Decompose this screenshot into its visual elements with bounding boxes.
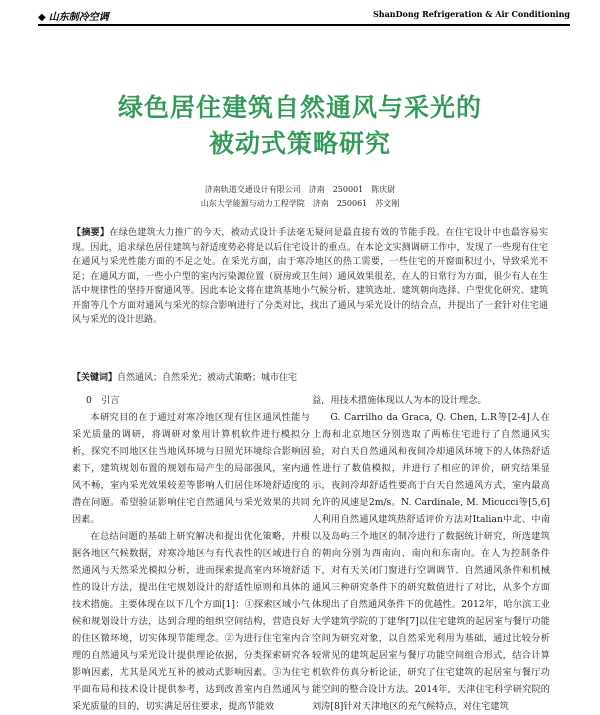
abstract-label: 【摘要】 (72, 228, 110, 238)
body-column-right (312, 392, 550, 715)
author-affiliation-2: 山东大学能源与动力工程学院 济南 250061 苏文刚 (200, 199, 400, 208)
author-affiliation-1: 济南轨道交通设计有限公司 济南 250001 陈庆尉 (204, 185, 396, 194)
body-paragraph: 益，用技术措施体现以人为本的设计理念。 (312, 395, 487, 406)
keywords-text: 自然通风；自然采光；被动式策略；城市住宅 (117, 373, 298, 383)
journal-name-cn: ◆ 山东制冷空调 (38, 12, 109, 23)
title-line-2: 被动式策略研究 (208, 129, 391, 158)
header-rule (38, 24, 570, 26)
diamond-icon: ◆ (38, 12, 46, 23)
body-paragraph: 本研究目的在于通过对寒冷地区现有住区通风性能与采光质量的调研，将调研对象用计算机软件进行模拟分析，探究不同地区住当地风环境与日照光环境综合影响因素下，建筑规划布置的规划布局产生的局部强风，室内通风不畅，室内采光效果较差等影响人们居住环境舒适度的潜在问题。希望验证影响住宅自然通风与采光效果的共同因素。 (72, 412, 310, 525)
title-line-1: 绿色居住建筑自然通风与采光的 (117, 93, 482, 122)
body-paragraph: 在总结问题的基础上研究解决和提出优化策略，并根据各地区气候数据，对寒冷地区与有代表性的区域进行自然通风与天然采光模拟分析，进而探索提高室内环境舒适性的设计方法，提出住宅规划设计的舒适性原则和具体的技术措施。主要体现在以下几个方面[1]：①探索区域小气候和规划设计方法，达到合理的组织空间结构，营造良好的住区微环境，切实体现节能理念。②为进行住宅室内合理的自然通风与采光设计提供理论依据，分类探索研究各影响因素，尤其是风光互补的被动式影响因素。③为住宅平面布局和技术设计提供参考，达到改善室内自然通风与采光质量的目的，切实满足居住要求，提高节能效 (72, 531, 310, 712)
keywords (72, 370, 548, 383)
journal-name-en: ShanDong Refrigeration & Air Conditioning (373, 9, 570, 19)
section-heading: 0 引言 (86, 395, 120, 406)
paper-title (40, 90, 560, 162)
body-paragraph: G. Carrilho da Graca, Q. Chen, L.R等[2-4]人在上海和北京地区分别选取了两栋住宅进行了自然通风实验，对白天自然通风和夜间冷却通风环境下的人体热舒适性进行了数值模拟，并进行了相应的评价，研究结果显示，夜间冷却舒适性要高于白天自然通风方式，室内最高允许的风速是2m/s。N. Cardinale, M. Micucci等[5,6]人利用自然通风建筑热舒适评价方法对Italian中北、中南以及岛屿三个地区的制冷进行了数据统计研究，所选建筑的朝向分别为西南向、南向和东南向。在人为控制条件下，对有天关闭门窗进行空调调节、自然通风条件和机械通风三种研究条件下的研究数值进行了对比，从多个方面体现出了自然通风条件下的优越性。2012年，哈尔滨工业大学建筑学院的丁建华[7]以住宅建筑的起居室与餐厅功能空间为研究对象，以自然采光利用为基础，通过比较分析较常见的建筑起居室与餐厅功能空间组合形式，结合计算机软件仿真分析论证，研究了住宅建筑的起居室与餐厅功能空间的整合设计方法。2014年，天津住宅科学研究院的刘涛[8]针对天津地区的充气候特点，对住宅建筑 (312, 412, 550, 712)
abstract-text: 在绿色建筑大力推广的今天，被动式设计手法毫无疑问是最直接有效的节能手段。在住宅设计中也最容易实现。因此，追求绿色居住建筑与舒适度势必将是以后住宅设计的重点。在本论文实测调研工作中，发现了一些现有住宅在通风与采光性能方面的不足之处。在采光方面，由于寒冷地区的热工需要，一些住宅的开窗面积过小，导致采光不足；在通风方面，一些小户型的室内污染源位置（厨房或卫生间）通风效果很差，在人的日常行为方面，很少有人在生活中规律性的坚持开窗通风等。因此本论文将在建筑基地小气候分析、建筑选址、建筑朝向选择、户型优化研究、建筑开窗等几个方面对通风与采光的综合影响进行了分类对比，找出了通风与采光设计的结合点，并提出了一套针对住宅通风与采光的设计思路。 (72, 228, 548, 325)
abstract (72, 226, 548, 328)
keywords-label: 【关键词】 (72, 373, 118, 383)
body-column-left (72, 392, 310, 715)
running-header (38, 8, 570, 22)
